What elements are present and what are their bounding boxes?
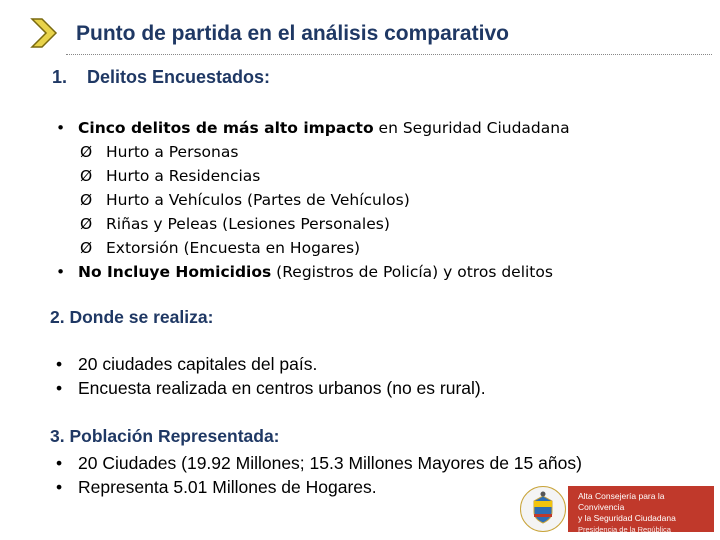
bullet1-rest: en Seguridad Ciudadana	[373, 119, 570, 137]
institution-logo	[520, 486, 714, 532]
arrow-bullet-icon: Ø	[80, 167, 93, 185]
logo-line3: Presidencia de la República	[578, 525, 671, 534]
arrow-bullet-icon: Ø	[80, 239, 93, 257]
section2-list	[56, 352, 486, 400]
sub-item-text: Extorsión (Encuesta en Hogares)	[106, 239, 361, 257]
coat-of-arms-icon	[520, 486, 566, 532]
section3-list	[56, 451, 582, 499]
sub-item-text: Hurto a Residencias	[106, 167, 261, 185]
arrow-bullet-icon: Ø	[80, 143, 93, 161]
bullet2-rest: (Registros de Policía) y otros delitos	[271, 263, 553, 281]
bullet2-bold: No Incluye Homicidios	[78, 263, 272, 281]
list-item-text: Encuesta realizada en centros urbanos (no es rural).	[78, 378, 486, 398]
sub-item-text: Riñas y Peleas (Lesiones Personales)	[106, 215, 390, 233]
bullet-icon: •	[56, 378, 63, 398]
sub-item	[56, 140, 676, 164]
page-title: Punto de partida en el análisis comparativo	[76, 22, 509, 45]
list-item-text: 20 ciudades capitales del país.	[78, 354, 318, 374]
chevron-icon	[30, 17, 58, 49]
logo-line1: Alta Consejería para la Convivencia	[578, 491, 665, 512]
list-item	[56, 376, 486, 400]
bullet-icon: •	[56, 119, 66, 137]
section1-number: 1.	[52, 67, 68, 87]
sub-item	[56, 188, 676, 212]
section1-heading-text: Delitos Encuestados:	[87, 67, 271, 87]
list-item	[56, 475, 582, 499]
list-item	[56, 451, 582, 475]
bullet-icon: •	[56, 263, 66, 281]
section2-heading: 2. Donde se realiza:	[50, 307, 214, 327]
sub-item	[56, 212, 676, 236]
arrow-bullet-icon: Ø	[80, 191, 93, 209]
title-divider	[66, 54, 712, 55]
section1-list	[56, 116, 676, 284]
logo-text	[568, 486, 714, 532]
list-item-text: Representa 5.01 Millones de Hogares.	[78, 477, 377, 497]
list-item-text: 20 Ciudades (19.92 Millones; 15.3 Millones Mayores de 15 años)	[78, 453, 582, 473]
bullet-icon: •	[56, 477, 63, 497]
sub-item	[56, 164, 676, 188]
section1-heading	[52, 67, 270, 88]
bullet-icon: •	[56, 354, 63, 374]
section3-heading: 3. Población Representada:	[50, 426, 280, 446]
list-item	[56, 260, 676, 284]
sub-item	[56, 236, 676, 260]
sub-item-text: Hurto a Personas	[106, 143, 239, 161]
bullet1-bold: Cinco delitos de más alto impacto	[78, 119, 374, 137]
list-item	[56, 352, 486, 376]
arrow-bullet-icon: Ø	[80, 215, 93, 233]
list-item	[56, 116, 676, 140]
bullet-icon: •	[56, 453, 63, 473]
sub-item-text: Hurto a Vehículos (Partes de Vehículos)	[106, 191, 410, 209]
logo-line2: y la Seguridad Ciudadana	[578, 513, 676, 523]
